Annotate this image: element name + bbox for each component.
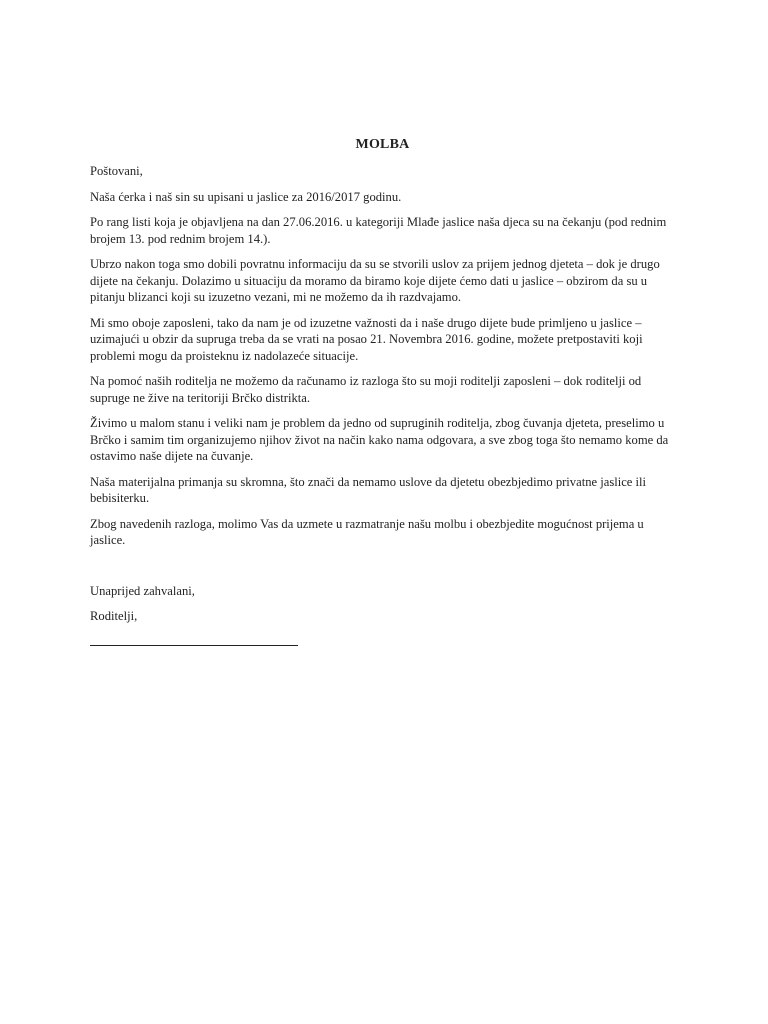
paragraph-situation: Ubrzo nakon toga smo dobili povratnu informaciju da su se stvorili uslov za prijem jednog djeteta – dok je drugo dijete na čekanju. Dolazimo u situaciju da moramo da biramo koje dijete ćemo dati u jaslice – obzirom da su u pitanju blizanci koji su izuzetno vezani, mi ne možemo da ih razdvajamo. [90,257,660,304]
document-title: MOLBA [355,137,410,152]
paragraph-request: Zbog navedenih razloga, molimo Vas da uzmete u razmatranje našu molbu i obezbjedite mogućnost prijema u jaslice. [90,516,644,547]
closing-text: Unaprijed zahvalani, [90,583,195,598]
salutation: Poštovani, [90,164,143,178]
signature-label: Roditelji, [90,609,138,623]
paragraph-income: Naša materijalna primanja su skromna, što znači da nemamo uslove da djetetu obezbjedimo privatne jaslice ili bebisiterku. [90,474,647,505]
paragraph-rank-list: Po rang listi koja je objavljena na dan 27.06.2016. u kategoriji Mlađe jaslice naša djeca su na čekanju (pod rednim brojem 13. pod rednim brojem 14.). [90,215,667,246]
paragraph-housing: Živimo u malom stanu i veliki nam je problem da jedno od supruginih roditelja, zbog čuvanja djeteta, preselimo u Brčko i samim tim organizujemo njihov život na način kako nama odgovara, a sve zbog toga što nemamo kome da ostavimo naše dijete na čuvanje. [90,416,669,463]
signature-line [90,645,298,646]
paragraph-enrollment: Naša ćerka i naš sin su upisani u jaslice za 2016/2017 godinu. [90,189,402,204]
paragraph-employment: Mi smo oboje zaposleni, tako da nam je od izuzetne važnosti da i naše drugo dijete bude primljeno u jaslice – uzimajući u obzir da supruga treba da se vrati na posao 21. Novembra 2016. godine, možete pretpostaviti koji problemi mogu da proisteknu iz nadolazeće situacije. [90,315,643,363]
closing-spacer [90,558,675,583]
paragraph-grandparents: Na pomoć naših roditelja ne možemo da računamo iz razloga što su moji roditelji zaposleni – dok roditelji od supruge ne žive na teritoriji Brčko distrikta. [90,374,642,405]
letter-body [90,136,675,646]
